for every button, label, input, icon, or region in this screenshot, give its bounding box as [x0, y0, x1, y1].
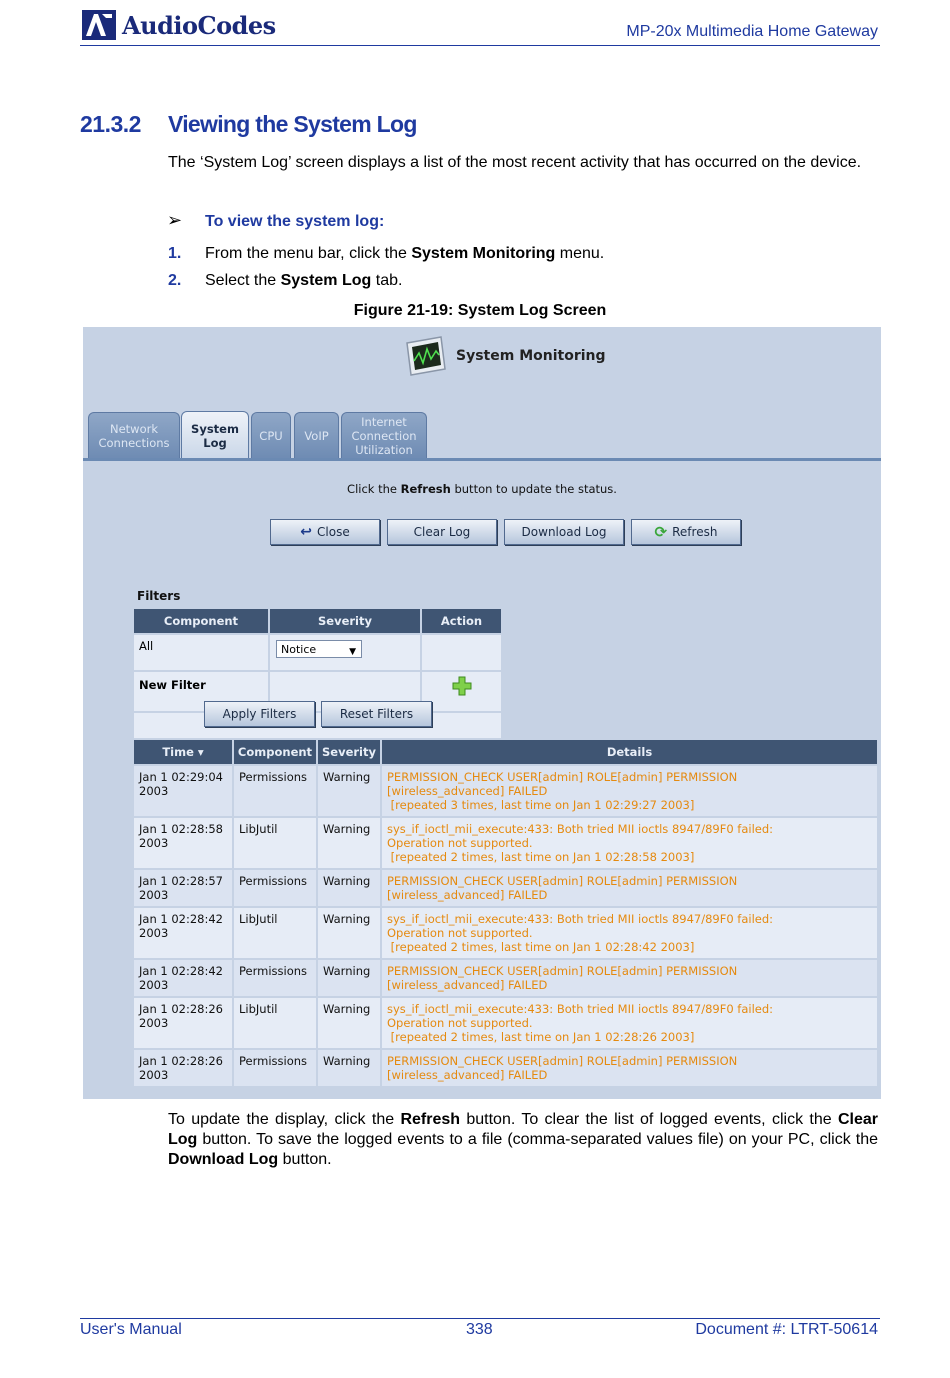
log-severity	[317, 869, 381, 907]
download-log-button[interactable]: Download Log	[504, 519, 624, 545]
log-time-line: Jan 1 02:28:42	[139, 912, 224, 926]
table-row	[133, 869, 878, 907]
log-component	[233, 817, 317, 869]
refresh-icon: ⟳	[654, 523, 668, 541]
log-time-line: 2003	[139, 784, 169, 798]
log-component	[233, 869, 317, 907]
log-component-line: LibJutil	[239, 1002, 278, 1016]
log-details	[381, 817, 878, 869]
intro-paragraph: The ‘System Log’ screen displays a list of the most recent activity that has occurred on the device.	[168, 154, 862, 171]
table-row	[133, 1049, 878, 1087]
log-time-line: Jan 1 02:28:57	[139, 874, 224, 888]
tab-network-connections[interactable]: Network Connections	[88, 412, 180, 459]
header-rule	[80, 45, 880, 46]
log-details-line: [wireless_advanced] FAILED	[387, 1068, 548, 1082]
log-severity	[317, 1049, 381, 1087]
log-details-line: [wireless_advanced] FAILED	[387, 978, 548, 992]
table-row	[133, 959, 878, 997]
column-header[interactable]: Severity	[317, 739, 381, 765]
text-run: button. To save the logged events to a file (comma-separated values file) on your PC, click the	[197, 1131, 878, 1148]
log-severity-line: Warning	[323, 770, 371, 784]
tab-bar-rule	[83, 458, 881, 461]
log-severity	[317, 765, 381, 817]
log-details-line: Operation not supported.	[387, 1016, 533, 1030]
add-filter-cell	[421, 671, 502, 712]
tab-internet-connection-utilization[interactable]: Internet Connection Utilization	[341, 412, 427, 459]
log-component-line: Permissions	[239, 770, 308, 784]
tab-system-log[interactable]: System Log	[181, 411, 249, 460]
log-component-line: LibJutil	[239, 822, 278, 836]
log-time-line: 2003	[139, 1068, 169, 1082]
table-row	[133, 765, 878, 817]
system-monitoring-icon	[401, 333, 449, 379]
reset-filters-button[interactable]: Reset Filters	[321, 701, 432, 727]
table-row	[133, 817, 878, 869]
text-run: button.	[278, 1151, 332, 1168]
log-component-line: Permissions	[239, 1054, 308, 1068]
log-time-line: 2003	[139, 926, 169, 940]
log-time-line: 2003	[139, 836, 169, 850]
log-time-line: Jan 1 02:28:42	[139, 964, 224, 978]
column-header: Component	[133, 608, 269, 634]
log-details-line: [repeated 2 times, last time on Jan 1 02:28:58 2003]	[387, 850, 695, 864]
severity-select[interactable]: Notice ▼	[276, 640, 362, 658]
system-log-table	[132, 738, 879, 1088]
footer-manual-label: User's Manual	[80, 1321, 182, 1338]
text-run: To update the display, click the	[168, 1111, 401, 1128]
step-text: Select the System Log tab.	[205, 272, 403, 289]
log-time-line: 2003	[139, 978, 169, 992]
clear-log-button[interactable]: Clear Log	[387, 519, 497, 545]
bold-term: Refresh	[400, 1111, 461, 1128]
log-time	[133, 1049, 233, 1087]
figure-caption: Figure 21-19: System Log Screen	[353, 302, 607, 319]
log-severity-line: Warning	[323, 822, 371, 836]
log-severity-line: Warning	[323, 964, 371, 978]
log-details	[381, 1049, 878, 1087]
log-time	[133, 765, 233, 817]
section-number: 21.3.2	[80, 111, 141, 137]
log-time	[133, 997, 233, 1049]
log-details	[381, 959, 878, 997]
filters-table	[132, 607, 503, 751]
log-component	[233, 959, 317, 997]
log-details-line: PERMISSION_CHECK USER[admin] ROLE[admin] PERMISSION	[387, 964, 738, 978]
log-time-line: Jan 1 02:28:26	[139, 1002, 224, 1016]
bold-term: Clear Log	[168, 1111, 878, 1148]
step-text: From the menu bar, click the System Monitoring menu.	[205, 245, 605, 262]
log-time	[133, 907, 233, 959]
bold-term: Download Log	[168, 1151, 279, 1168]
log-component-line: LibJutil	[239, 912, 278, 926]
apply-filters-button[interactable]: Apply Filters	[204, 701, 315, 727]
footer-rule	[80, 1318, 880, 1319]
new-filter-label: New Filter	[133, 671, 269, 712]
audiocodes-logo	[82, 8, 276, 42]
refresh-button[interactable]: ⟳ Refresh	[631, 519, 741, 545]
table-row	[133, 997, 878, 1049]
log-details-line: Operation not supported.	[387, 926, 533, 940]
log-severity-line: Warning	[323, 874, 371, 888]
tab-voip[interactable]: VoIP	[294, 412, 339, 459]
log-details-line: sys_if_ioctl_mii_execute:433: Both tried MII ioctls 8947/89F0 failed:	[387, 822, 774, 836]
screen-title: System Monitoring	[456, 348, 606, 364]
log-severity-line: Warning	[323, 1054, 371, 1068]
logo-text: AudioCodes	[122, 10, 276, 40]
back-arrow-icon: ↩	[300, 524, 313, 540]
product-name: MP-20x Multimedia Home Gateway	[626, 23, 878, 40]
log-severity	[317, 907, 381, 959]
page-number: 338	[466, 1321, 493, 1338]
log-severity-line: Warning	[323, 912, 371, 926]
log-details-line: [wireless_advanced] FAILED	[387, 784, 548, 798]
log-time	[133, 869, 233, 907]
log-details-line: PERMISSION_CHECK USER[admin] ROLE[admin] PERMISSION	[387, 1054, 738, 1068]
log-component-line: Permissions	[239, 964, 308, 978]
procedure-title: To view the system log:	[205, 213, 385, 230]
tab-cpu[interactable]: CPU	[251, 412, 291, 459]
filter-action-cell	[421, 634, 502, 671]
time-sort-header[interactable]: Time ▾	[133, 739, 233, 765]
log-details-line: sys_if_ioctl_mii_execute:433: Both tried MII ioctls 8947/89F0 failed:	[387, 1002, 774, 1016]
log-severity-line: Warning	[323, 1002, 371, 1016]
log-time	[133, 817, 233, 869]
severity-cell	[269, 634, 421, 671]
table-row	[133, 907, 878, 959]
log-component	[233, 907, 317, 959]
column-header: Action	[421, 608, 502, 634]
log-time-line: Jan 1 02:28:58	[139, 822, 224, 836]
log-details	[381, 997, 878, 1049]
log-details	[381, 907, 878, 959]
filters-label: Filters	[137, 589, 181, 603]
log-details-line: PERMISSION_CHECK USER[admin] ROLE[admin] PERMISSION	[387, 874, 738, 888]
log-details-line: [repeated 2 times, last time on Jan 1 02:28:42 2003]	[387, 940, 695, 954]
log-details-line: [wireless_advanced] FAILED	[387, 888, 548, 902]
log-severity	[317, 997, 381, 1049]
closing-paragraph	[168, 1110, 878, 1170]
step-number: 1.	[168, 245, 182, 262]
log-time	[133, 959, 233, 997]
close-button[interactable]: ↩ Close	[270, 519, 380, 545]
dropdown-arrow-icon: ▼	[349, 647, 356, 657]
log-details-line: PERMISSION_CHECK USER[admin] ROLE[admin] PERMISSION	[387, 770, 738, 784]
log-details-line: [repeated 2 times, last time on Jan 1 02:28:26 2003]	[387, 1030, 695, 1044]
section-title: Viewing the System Log	[168, 111, 417, 137]
log-details	[381, 765, 878, 817]
column-header[interactable]: Details	[381, 739, 878, 765]
column-header[interactable]: Component	[233, 739, 317, 765]
log-time-line: 2003	[139, 1016, 169, 1030]
log-details-line: sys_if_ioctl_mii_execute:433: Both tried MII ioctls 8947/89F0 failed:	[387, 912, 774, 926]
status-message: Click the Refresh button to update the status.	[347, 482, 617, 496]
audiocodes-logo-icon	[82, 10, 116, 40]
log-component	[233, 765, 317, 817]
log-time-line: 2003	[139, 888, 169, 902]
log-details	[381, 869, 878, 907]
column-header: Severity	[269, 608, 421, 634]
text-run: button. To clear the list of logged events, click the	[460, 1111, 838, 1128]
log-details-line: [repeated 3 times, last time on Jan 1 02:29:27 2003]	[387, 798, 695, 812]
log-details-line: Operation not supported.	[387, 836, 533, 850]
log-time-line: Jan 1 02:28:26	[139, 1054, 224, 1068]
log-component	[233, 997, 317, 1049]
log-severity	[317, 817, 381, 869]
log-time-line: Jan 1 02:29:04	[139, 770, 224, 784]
document-number: Document #: LTRT-50614	[695, 1321, 878, 1338]
filter-component: All	[133, 634, 269, 671]
log-severity	[317, 959, 381, 997]
procedure-arrow-icon: ➢	[167, 210, 183, 230]
system-log-screenshot	[83, 327, 881, 1099]
add-filter-plus-icon[interactable]	[452, 676, 472, 696]
step-number: 2.	[168, 272, 182, 289]
log-component-line: Permissions	[239, 874, 308, 888]
log-component	[233, 1049, 317, 1087]
